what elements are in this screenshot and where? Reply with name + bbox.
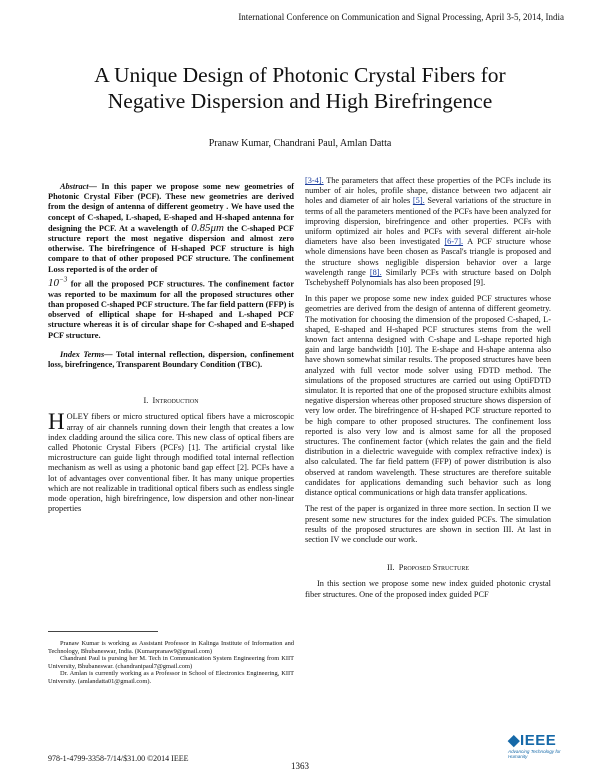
ref-8[interactable]: [8].: [369, 267, 382, 277]
abstract-text-3: for all the proposed PCF structures. The confinement factor was reported to be maximum for all the proposed structures other than proposed C-shaped PCF structure. The far field pattern (FFP) is observed of elliptical shape for H-shaped and L-shaped PCF structure whereas it is of circular shape for C-shaped and E-shaped PCF structure.: [48, 279, 294, 340]
intro-text: OLEY fibers or micro structured optical fibers have a microscopic array of air channels running down their length that creates a low index cladding around the silica core. This new class of optical fibers are called Photonic Crystal Fibers (PCFs) [1]. The artificial crystal like microstructure can guide light through modified total internal reflection mechanism as well as using a photonic band gap effect [2]. PCFs have a lot of advantages over conventional fiber. It has many unique properties which are not realizable in traditional optical fibers such as endless single mode operation, high birefringence, low dispersion and other non-linear properties: [48, 412, 294, 514]
intro-paragraph: [48, 409, 294, 514]
index-terms-label: Index Terms: [60, 349, 105, 359]
ref-3-4[interactable]: [3-4].: [305, 176, 324, 185]
abstract-label: Abstract: [60, 182, 89, 191]
footnote-1: Pranaw Kumar is working as Assistant Professor in Kalinga Institute of Information and Technology, Bhubaneswar, India. (Kumarpranaw9@gmail.com): [48, 640, 294, 655]
section-2-heading: II. Proposed Structure: [386, 563, 470, 573]
ieee-logo-tagline: Advancing Technology for Humanity: [508, 749, 561, 759]
dropcap: H: [48, 409, 65, 435]
index-terms-text: Total internal reflection, dispersion, confinement loss, birefringence, Transparent Boundary Condition (TBC).: [48, 349, 294, 369]
footnote-rule: [48, 631, 158, 632]
right-column: [305, 176, 551, 600]
title-line-1: A Unique Design of Photonic Crystal Fibers for: [94, 63, 506, 87]
right-paragraph-2: In this paper we propose some new index guided PCF structures whose geometries are derived from the design of antenna of different geometry. The motivation for choosing the dimension of the proposed C-shaped, L-shaped, E-shaped and H-shaped PCF structures stems from the well known fact antenna designed with C-shape and L-shape reported high gain and large bandwidth [10]. The E-shape and H-shape antenna also have shown somewhat similar results. The proposed structures have been analyzed with full vector mode solver using FDTD method. The simulations of the proposed structures are carried out using OptiFDTD simulator. It is reported that one of the proposed structure exhibits almost negative dispersion whereas other proposed structure shows dispersion of very low order. The birefringence of H-shaped PCF structure reported to be high compare to other proposed structures. The confinement loss reported is also very low and is almost same for all the proposed structures. The confinement factor (which relates the gain and the field distribution in a dielectric waveguide with complex refractive index) is also calculated. The far field pattern (FFP) of power distribution is also observed at random wavelength. These structures are therefore suitable candidates for applications demanding such behavior such as long distance optical communications or high data transfer applications.: [305, 294, 551, 498]
footnotes: [48, 640, 294, 686]
paper-title: [40, 62, 560, 114]
isbn-line: 978-1-4799-3358-7/14/$31.00 ©2014 IEEE: [48, 754, 189, 763]
footnote-2: Chandrani Paul is pursing her M. Tech in Communication System Engineering from KIIT University, Bhubaneswar. (chandranipaul7@gmail.com): [48, 655, 294, 670]
authors: Pranaw Kumar, Chandrani Paul, Amlan Datta: [208, 138, 392, 149]
conference-header: International Conference on Communication and Signal Processing, April 3-5, 2014, India: [238, 12, 564, 22]
index-terms: Index Terms— Total internal reflection, dispersion, confinement loss, birefringence, Transparent Boundary Condition (TBC).: [48, 349, 294, 369]
wavelength-value: 0.85μm: [191, 221, 224, 234]
left-column: [48, 182, 294, 514]
right-paragraph-3: The rest of the paper is organized in three more section. In section II we present some new structures for the index guided PCFs. The simulation results of the proposed structures are shown in section III. At last in section IV we conclude our work.: [305, 504, 551, 544]
loss-order: $10^{-3}$: [48, 275, 68, 290]
abstract: Abstract— In this paper we propose some new geometries of Photonic Crystal Fiber (PCF). These new geometries are derived from the design of antenna of different geometry . We have used the concept of C-shaped, L-shaped, E-shaped and H-shaped antenna for designing the PCF. At a wavelength of 0.85μm the C-shaped PCF structure report the most negative dispersion and almost zero otherwise. The birefringence of H-shaped PCF structure is high compare to that of other proposed PCF structure. The confinement Loss reported is of the order of $10^{-3}$ for all the proposed PCF structures. The confinement factor was reported to be maximum for all the proposed structures other than proposed C-shaped PCF structure. The far field pattern (FFP) is observed of elliptical shape for H-shaped and L-shaped PCF structure whereas it is of circular shape for C-shaped and E-shaped PCF structure.: [48, 182, 295, 340]
ieee-logo: [508, 731, 568, 759]
abstract-text-1: In this paper we propose some new geometries of Photonic Crystal Fiber (PCF). These new geometries are derived from the design of antenna of different geometry . We have used the concept of C-shaped, L-shaped, E-shaped and H-shaped antenna for designing the PCF. At a wavelength of: [48, 182, 294, 233]
abstract-text-2: the C-shaped PCF structure report the most negative dispersion and almost zero otherwise. The birefringence of H-shaped PCF structure is high compare to that of other proposed PCF structure. The confinement Loss reported is of the order of: [48, 223, 295, 274]
section-1-heading: I. Introduction: [143, 396, 199, 406]
ieee-logo-mark: ◆IEEE: [508, 732, 557, 749]
right-paragraph-4: In this section we propose some new index guided photonic crystal fiber structures. One of the proposed index guided PCF: [305, 579, 551, 599]
ref-6-7[interactable]: [6-7].: [444, 237, 464, 247]
page-number: 1363: [291, 761, 309, 771]
title-line-2: Negative Dispersion and High Birefringence: [107, 89, 493, 113]
right-paragraph-1: [3-4]. The parameters that affect these properties of the PCFs include its number of air holes, profile shape, distance between two adjacent air holes and diameter of air holes [5]. Several variations of the structure in terms of all the parameters mentioned of the PCFs have been analyzed for improving dispersion, birefringence and other properties. PCFs with uniform optimized air holes and PCFs with several different air-hole diameters have also been investigated [6-7]. A PCF structure whose whole dimensions have been chosen as Pascal's triangle is proposed and the structure shows negligible dispersion behavior over a large wavelength range [8]. Similarly PCFs with structure based on Dolph Tschebysheff Polynomials has also been proposed [9].: [305, 176, 551, 288]
ref-5[interactable]: [5].: [412, 196, 425, 206]
footnote-3: Dr. Amlan is currently working as a Professor in School of Electronics Engineering, KIIT University. (amlandatta01@gmail.com).: [48, 670, 294, 685]
